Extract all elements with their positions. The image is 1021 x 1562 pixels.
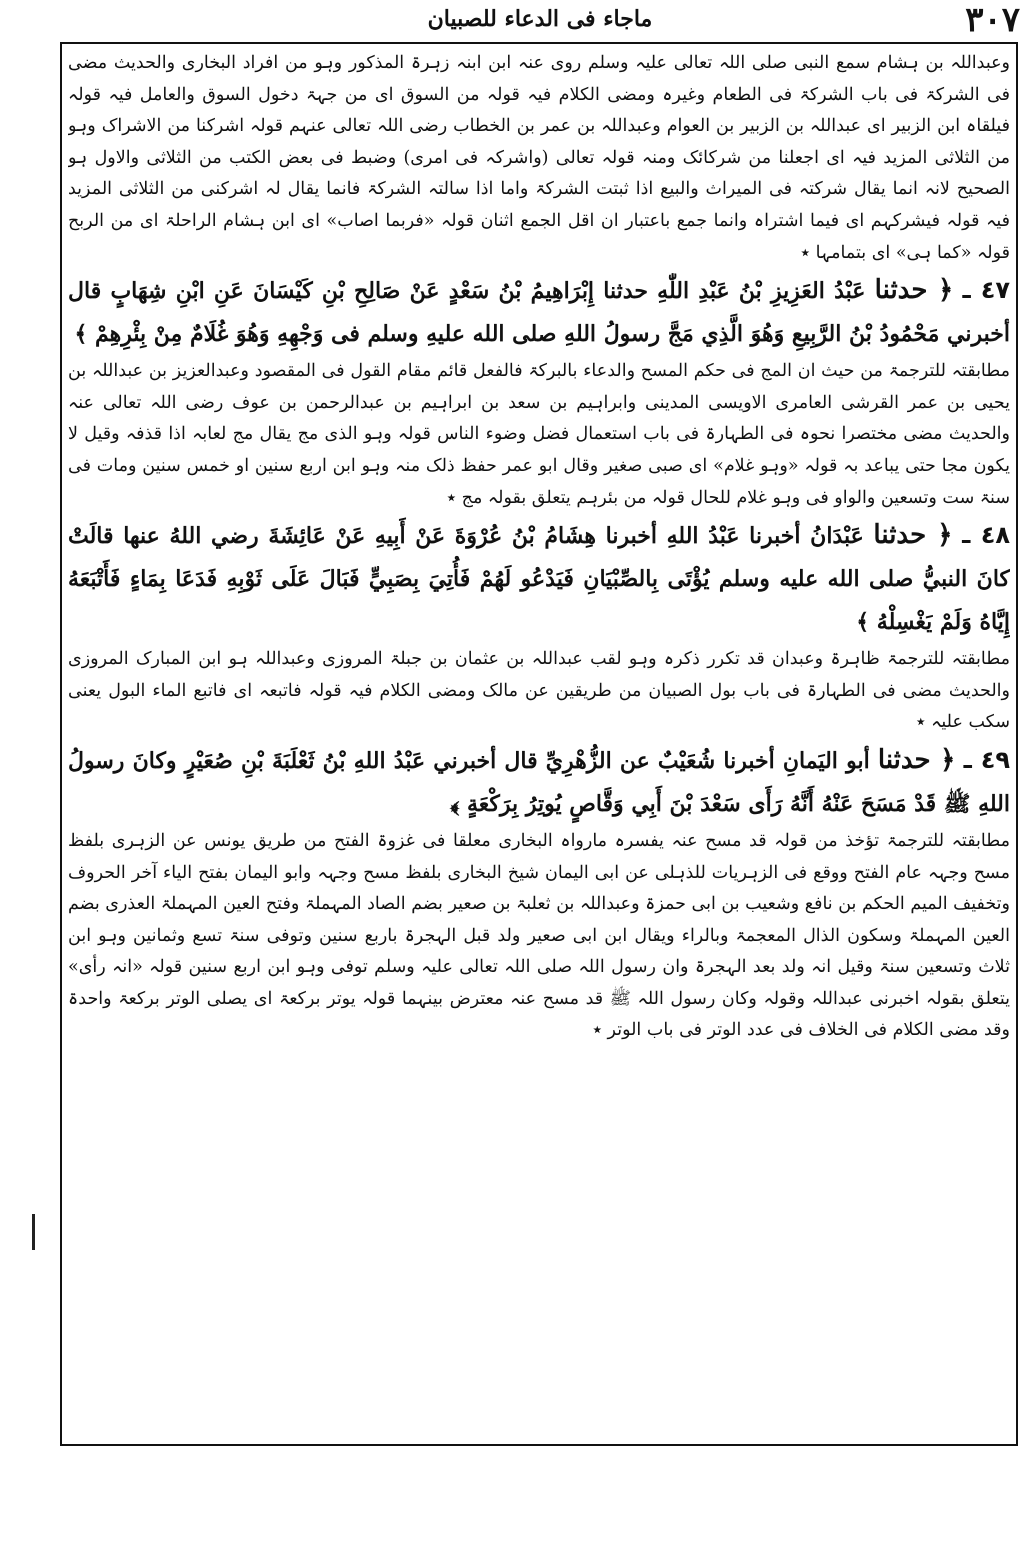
commentary-paragraph: مطابقتہ للترجمۃ من حیث ان المج فی حکم المسح والدعاء بالبرکۃ فالفعل قائم مقام القول فی المقصود وعبدالعزیز بن عبداللہ بن یحیی بن عمر القرشی العامری الاویسی المدینی وابراہیم بن سعد بن ابراہیم بن عبدالرحمن بن عوف رضی اللہ تعالی عنہ والحدیث مضی مختصرا نحوہ فی الطہارۃ فی باب استعمال فضل وضوء الناس قولہ وہو الذی مج یقال مج لعابہ اذا قذفہ وقیل لا یکون مجا حتی یباعد بہ قولہ «وہو غلام» ای صبی صغیر وقال ابو عمر حفظ ذلک منہ وہو ابن اربع سنین او خمس سنین ومات فی سنۃ ست وتسعین والواو فی وہو غلام للحال قولہ من بئرہم یتعلق بقولہ مج ٭: [68, 361, 1010, 508]
hadith-text: عَبْدَانُ أخبرنا عَبْدُ اللهِ أخبرنا هِشَامُ بْنُ عُرْوَةَ عَنْ أَبِيهِ عَنْ عَائِشَةَ رضي اللهُ عنها قالَتْ كانَ النبيُّ صلى الله عليه وسلم يُؤْتَى بِالصِّبْيَانِ فَيَدْعُو لَهُمْ فَأُتِيَ بِصَبِيٍّ فَبَالَ عَلَى ثَوْبِهِ فَدَعَا بِمَاءٍ فَأَتْبَعَهُ إِيَّاهُ وَلَمْ يَغْسِلْهُ ﴾: [68, 523, 1010, 636]
hadith-text: عَبْدُ العَزِيزِ بْنُ عَبْدِ اللّٰهِ حدثنا إِبْرَاهِيمُ بْنُ سَعْدٍ عَنْ صَالِحِ بْنِ كَيْسَانَ عَنِ ابْنِ شِهَابٍ قال أخبرني مَحْمُودُ بْنُ الرَّبِيعِ وَهُوَ الَّذِي مَجَّ رسولُ اللهِ صلى الله عليهِ وسلم فی وَجْهِهِ وَهُوَ غُلَامٌ مِنْ بِئْرِهِمْ ﴾: [68, 278, 1010, 348]
page-number: ٣٠٧: [965, 0, 1020, 40]
hadith-opening: ﴿ حدثنا: [877, 744, 956, 775]
hadith-text: أبو اليَمانِ أخبرنا شُعَيْبٌ عن الزُّهْرِيِّ قال أخبرني عَبْدُ اللهِ بْنُ ثَعْلَبَةَ بْنِ صُعَيْرٍ وكانَ رسولُ اللهِ ﷺ قَدْ مَسَحَ عَنْهُ أَنَّهُ رَأَى سَعْدَ بْنَ أَبِي وَقَّاصٍ يُوتِرُ بِرَكْعَةٍ ﴾: [68, 747, 1010, 817]
hadith-opening: ﴿ حدثنا: [873, 520, 953, 551]
running-title: ماجاء فی الدعاء للصبیان: [427, 6, 653, 32]
page-header: [60, 0, 1020, 40]
commentary-paragraph: وعبداللہ بن ہشام سمع النبی صلی اللہ تعالی علیہ وسلم روی عنہ ابن ابنہ زہرۃ المذکور وہو من افراد البخاری والحدیث مضی فی الشرکۃ فی باب الشرکۃ فی الطعام وغیرہ ومضی الکلام فیہ قولہ من السوق ای من جہۃ دخول السوق والعامل فیہ قولہ فیلقاہ ابن الزبیر ای عبداللہ بن الزبیر بن العوام وعبداللہ بن عمر بن الخطاب رضی اللہ تعالی عنہم قولہ اشرکنا من الاشراک وہو من الثلاثی المزید فیہ ای اجعلنا من شرکائک ومنہ قولہ تعالی (واشرکہ فی امری) وضبط فی بعض الکتب من الثلاثی والاول ہو الصحیح لانہ انما یقال شرکتہ فی المیراث والبیع اذا ثبتت الشرکۃ واما اذا سالتہ الشرکۃ فانما یقال لہ اشرکنی من الثلاثی المزید فیہ قولہ فیشرکہم ای فیما اشتراہ وانما جمع باعتبار ان اقل الجمع اثنان قولہ «فربما اصاب» ای ابن ہشام الراحلۃ ای من الربح قولہ «کما ہی» ای بتمامہا ٭: [68, 53, 1010, 263]
text-frame: [60, 42, 1018, 1446]
margin-mark: [32, 1214, 35, 1250]
hadith-number: ٤٧ ـ: [962, 276, 1010, 305]
commentary-paragraph: مطابقتہ للترجمۃ تؤخذ من قولہ قد مسح عنہ یفسرہ مارواہ البخاری معلقا فی غزوۃ الفتح من طریق یونس عن الزہری بلفظ مسح وجہہ عام الفتح ووقع فی الزہریات للذہلی عن ابی الیمان شیخ البخاری بلفظ مسح وجہہ وابو الیمان بفتح الیاء آخر الحروف وتخفیف المیم الحکم بن نافع وشعیب بن ابی حمزۃ وعبداللہ بن ثعلبۃ بن صعیر بضم الصاد المہملۃ وفتح العین المہملۃ العذری بضم العین المہملۃ وسکون الذال المعجمۃ وبالراء ویقال ابن ابی صعیر ولد قبل الہجرۃ باربع سنین وتوفی سنۃ تسع وثمانین وہو ابن ثلاث وتسعین سنۃ وقیل انہ ولد بعد الہجرۃ وان رسول اللہ صلی اللہ تعالی علیہ وسلم توفی وہو ابن اربع سنین قولہ «انہ رأی» یتعلق بقولہ اخبرنی عبداللہ وقولہ وکان رسول اللہ ﷺ قد مسح عنہ معترض بینہما قولہ یوتر برکعۃ ای یصلی الوتر برکعۃ واحدۃ وقد مضی الکلام فی الخلاف فی عدد الوتر فی باب الوتر ٭: [68, 830, 1010, 1041]
hadith-number: ٤٨ ـ: [962, 521, 1010, 550]
hadith-49: [68, 739, 1010, 826]
page-body: [68, 48, 1010, 1440]
hadith-opening: ﴿ حدثنا: [874, 275, 954, 306]
hadith-number: ٤٩ ـ: [963, 745, 1010, 774]
hadith-47: [68, 269, 1010, 356]
hadith-48: [68, 514, 1010, 644]
commentary-paragraph: مطابقتہ للترجمۃ ظاہرۃ وعبدان قد تکرر ذکرہ وہو لقب عبداللہ بن عثمان بن جبلۃ المروزی وعبداللہ ہو ابن المبارک المروزی والحدیث مضی فی الطہارۃ فی باب بول الصبیان من طریقین عن مالک ومضی الکلام فیہ قولہ فاتبعہ ای فاتبع الماء البول یعنی سکب علیہ ٭: [68, 649, 1010, 733]
